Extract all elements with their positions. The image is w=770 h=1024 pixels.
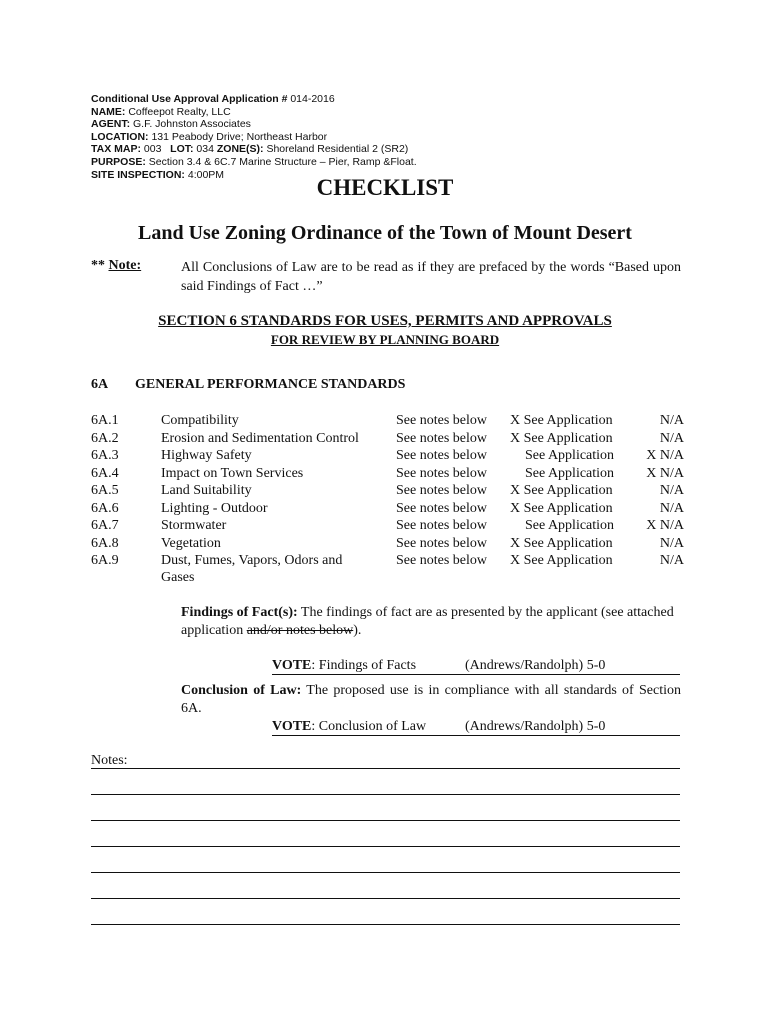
row-notes-option: See notes below [396,501,487,516]
row-application-option: See Application [525,466,615,481]
row-notes-option: See notes below [396,536,487,551]
row-code: 6A.9 [91,553,119,568]
checklist-row [0,518,770,535]
row-code: 6A.5 [91,483,119,498]
row-standard: Stormwater [161,518,227,533]
row-na-option: N/A [659,413,684,428]
checklist-row [0,448,770,465]
row-standard: Land Suitability [161,483,252,498]
row-standard: Highway Safety [161,448,252,463]
page-title: CHECKLIST [316,175,454,200]
row-standard: Dust, Fumes, Vapors, Odors and [161,553,343,568]
row-na-option: X N/A [646,466,684,481]
notes-line[interactable] [91,898,680,899]
row-na-option: X N/A [646,448,684,463]
applicant-name: NAME: Coffeepot Realty, LLC [91,105,231,118]
checklist-row [0,466,770,483]
row-notes-option: See notes below [396,448,487,463]
row-notes-option: See notes below [396,518,487,533]
notes-line[interactable] [91,846,680,847]
notes-line[interactable] [91,794,680,795]
row-application-option: X See Application [510,431,613,446]
agent: AGENT: G.F. Johnston Associates [91,118,251,131]
row-standard: Lighting - Outdoor [161,501,268,516]
row-standard: Compatibility [161,413,239,428]
row-notes-option: See notes below [396,553,487,568]
checklist-row [0,483,770,500]
row-code: 6A.3 [91,448,119,463]
row-code: 6A.8 [91,536,119,551]
row-na-option: N/A [659,501,684,516]
vote-findings: VOTE: Findings of Facts [272,658,417,673]
struck-text: and/or notes below [246,623,354,638]
application-header [91,93,417,181]
category-code: 6A [91,377,109,392]
location: LOCATION: 131 Peabody Drive; Northeast Harbor [91,130,328,143]
vote-conclusion-underline [272,735,680,736]
row-standard: Vegetation [161,536,221,551]
row-na-option: N/A [659,483,684,498]
row-standard: Impact on Town Services [161,466,304,481]
site-inspection: SITE INSPECTION: 4:00PM [91,168,225,181]
findings-of-fact: Findings of Fact(s): The findings of fact are as presented by the applicant (see attached application and/or notes below). [181,605,674,638]
row-standard: Erosion and Sedimentation Control [161,431,359,446]
note-label: ** Note: [91,258,142,273]
notes-line[interactable] [91,768,680,769]
row-na-option: N/A [659,536,684,551]
row-notes-option: See notes below [396,483,487,498]
row-standard-continued: Gases [161,570,195,585]
row-application-option: X See Application [510,483,613,498]
conclusion-of-law: Conclusion of Law: The proposed use is in compliance with all standards of Section 6A. [181,683,681,716]
row-code: 6A.2 [91,431,119,446]
vote-findings-underline [272,674,680,675]
row-code: 6A.1 [91,413,119,428]
note-text: All Conclusions of Law are to be read as if they are prefaced by the words “Based upon said Findings of Fact …” [181,260,681,294]
purpose: PURPOSE: Section 3.4 & 6C.7 Marine Structure – Pier, Ramp &Float. [91,155,417,168]
row-notes-option: See notes below [396,431,487,446]
category-title: GENERAL PERFORMANCE STANDARDS [135,377,406,392]
row-code: 6A.4 [91,466,119,481]
notes-label: Notes: [91,753,128,768]
checklist-row [0,553,770,587]
row-na-option: X N/A [646,518,684,533]
row-application-option: See Application [525,448,615,463]
row-application-option: X See Application [510,553,613,568]
section-subtitle: FOR REVIEW BY PLANNING BOARD [270,332,500,347]
vote-findings-result: (Andrews/Randolph) 5-0 [465,658,606,673]
application-number: Conditional Use Approval Application # 014-2016 [91,93,335,105]
checklist-row [0,501,770,518]
row-code: 6A.7 [91,518,119,533]
row-application-option: See Application [525,518,615,533]
row-na-option: N/A [659,431,684,446]
findings-label: Findings of Fact(s): [181,605,298,620]
ordinance-title: Land Use Zoning Ordinance of the Town of Mount Desert [138,222,632,244]
row-application-option: X See Application [510,536,613,551]
tax-map-lot-zone: TAX MAP: 003 LOT: 034 ZONE(S): Shoreland Residential 2 (SR2) [91,143,409,156]
row-notes-option: See notes below [396,413,487,428]
checklist-row [0,431,770,448]
checklist-row [0,536,770,553]
vote-conclusion-result: (Andrews/Randolph) 5-0 [465,719,606,734]
checklist-row [0,413,770,430]
conclusion-label: Conclusion of Law: [181,683,302,698]
row-notes-option: See notes below [396,466,487,481]
row-na-option: N/A [659,553,684,568]
vote-conclusion: VOTE: Conclusion of Law [272,719,427,734]
row-application-option: X See Application [510,413,613,428]
row-code: 6A.6 [91,501,119,516]
section-title: SECTION 6 STANDARDS FOR USES, PERMITS AND APPROVALS [158,313,612,329]
row-application-option: X See Application [510,501,613,516]
notes-line[interactable] [91,820,680,821]
notes-line[interactable] [91,872,680,873]
notes-line[interactable] [91,924,680,925]
